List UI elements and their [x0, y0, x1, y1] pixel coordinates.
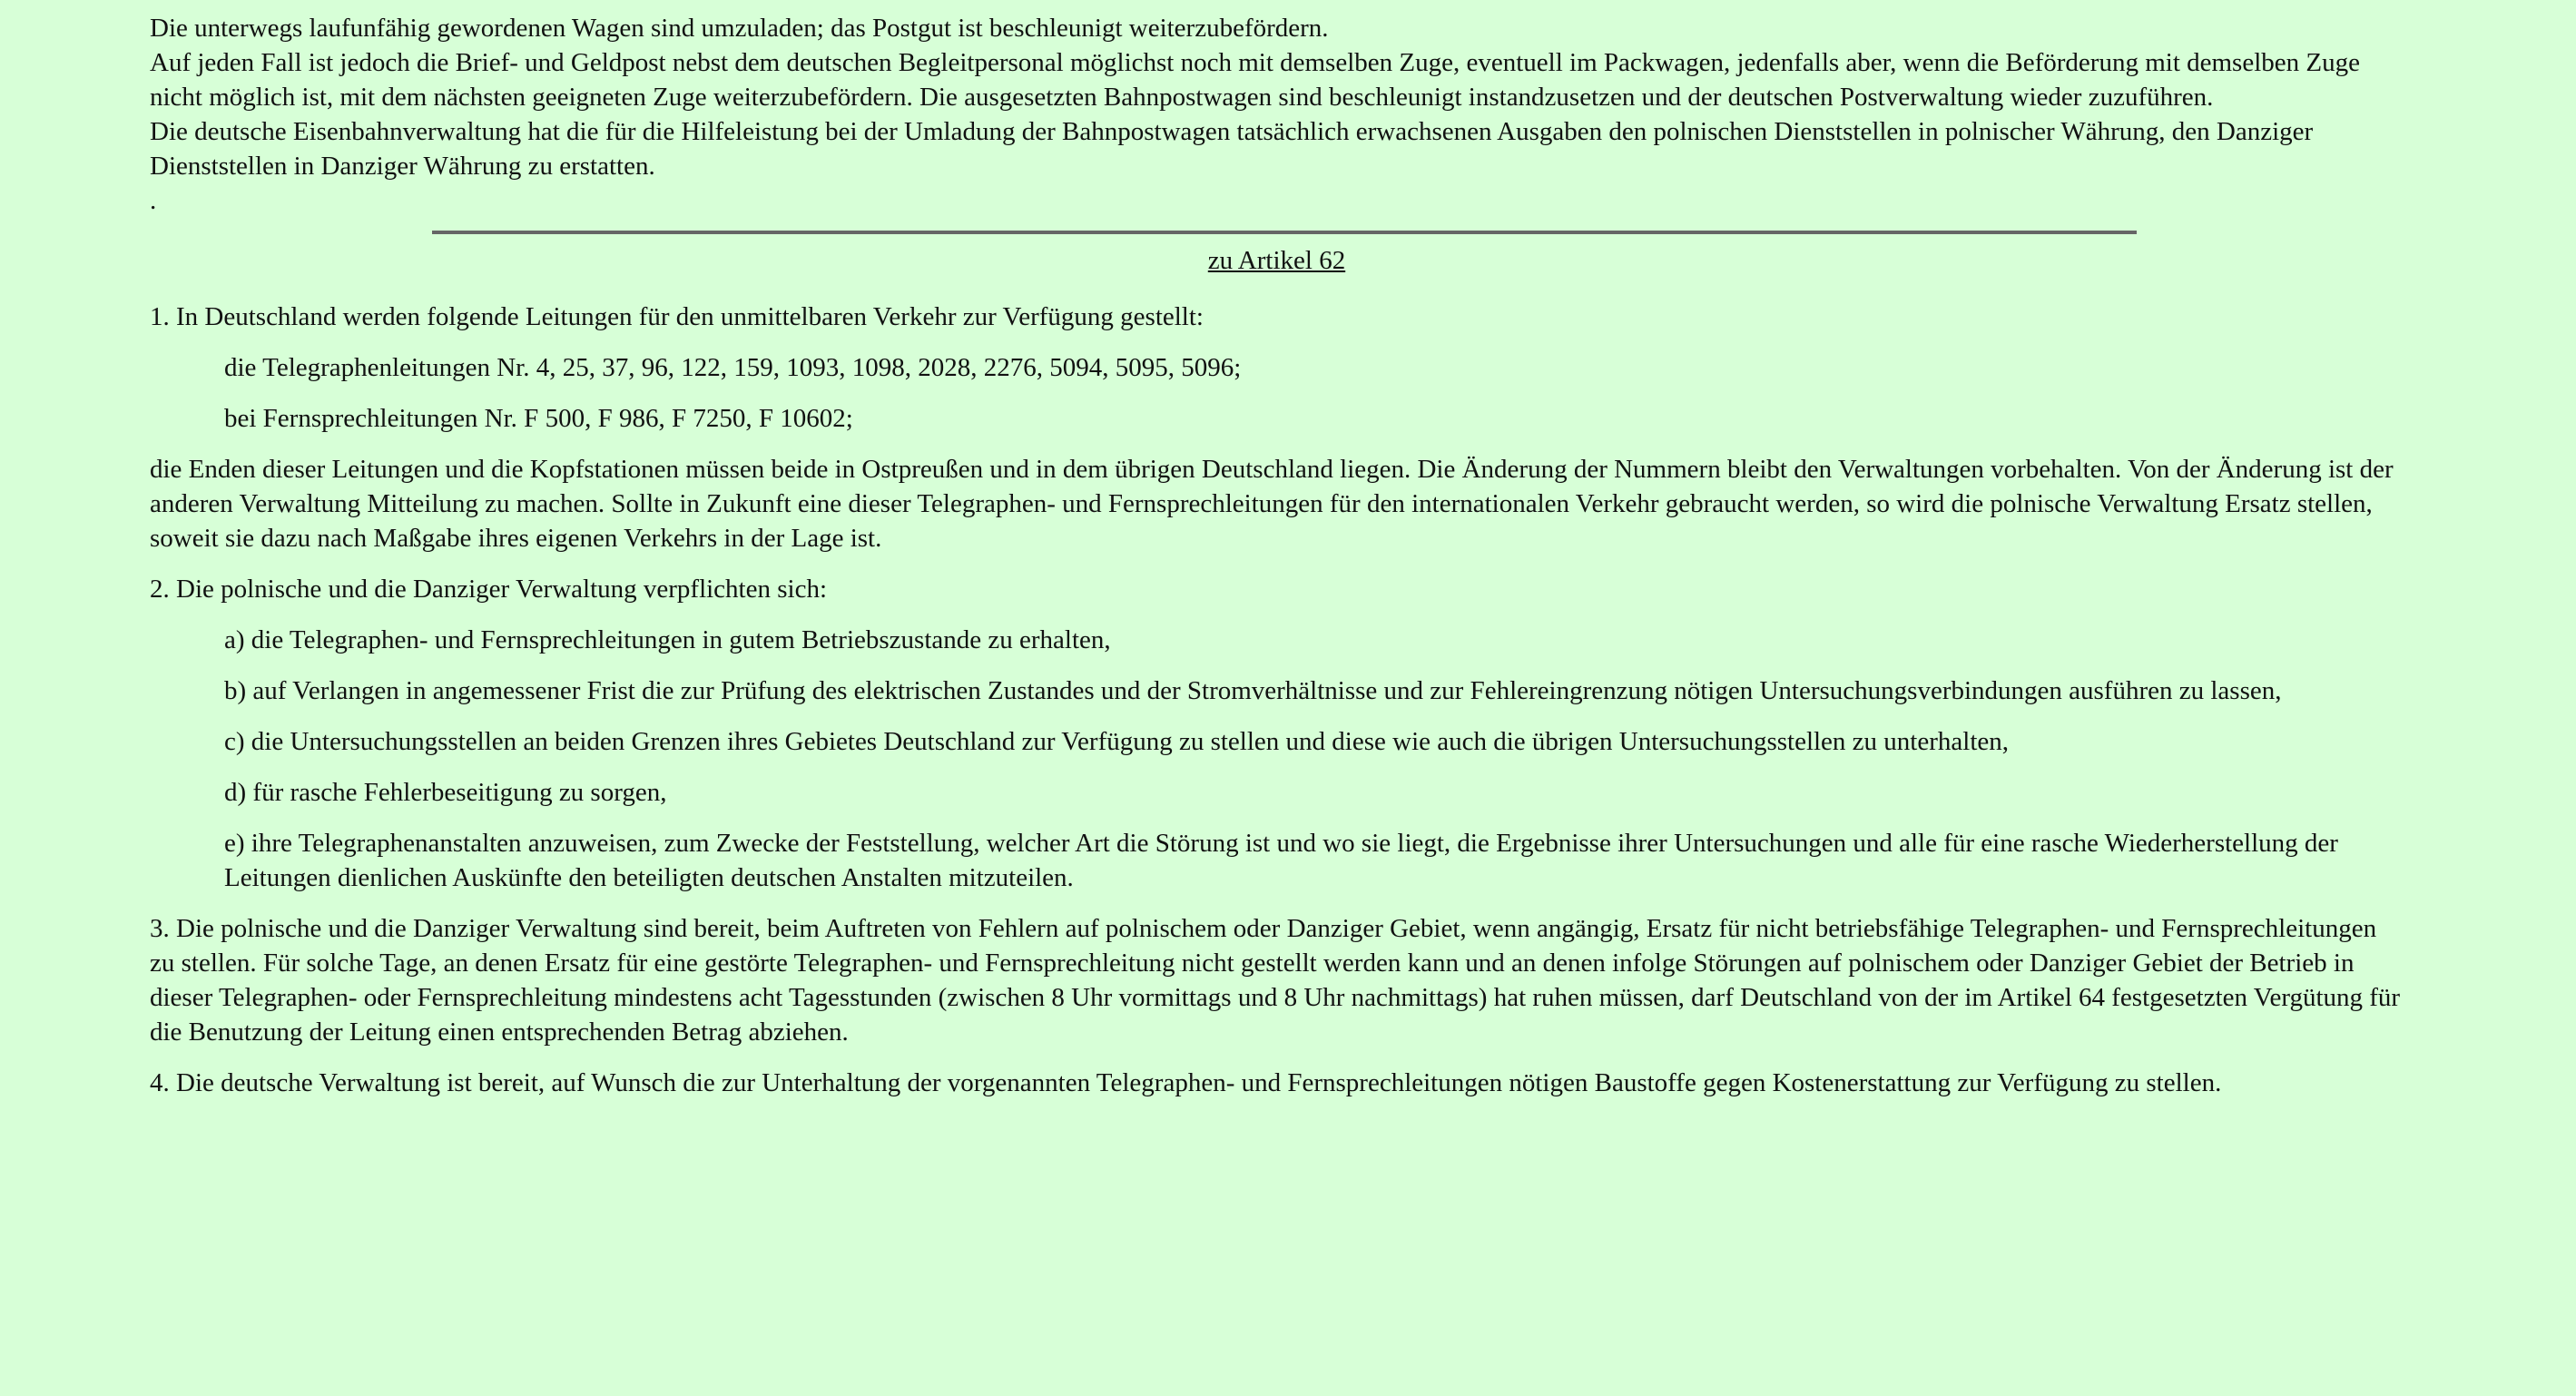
section-1-text: die Enden dieser Leitungen und die Kopfstationen müssen beide in Ostpreußen und in dem übrigen Deutschland liegen. Die Änderung der Nummern bleibt den Verwaltungen vorbehalten. Von der Änderung ist der anderen Verwaltung Mitteilung zu machen. Sollte in Zukunft eine dieser Telegraphen- und Fernsprechleitungen für den internationalen Verkehr gebraucht werden, so wird die polnische Verwaltung Ersatz stellen, soweit sie dazu nach Maßgabe ihres eigenen Verkehrs in der Lage ist. [150, 455, 2394, 553]
section-2-heading: 2. Die polnische und die Danziger Verwaltung verpflichten sich: [150, 575, 827, 604]
section-1-telegraph-lines: die Telegraphenleitungen Nr. 4, 25, 37, 96, 122, 159, 1093, 1098, 2028, 2276, 5094, 5095, 5096; [224, 353, 1242, 382]
article-title: zu Artikel 62 [1207, 246, 1346, 275]
intro-paragraph-3: Die deutsche Eisenbahnverwaltung hat die für die Hilfeleistung bei der Umladung der Bahnpostwagen tatsächlich erwachsenen Ausgaben den polnischen Dienststellen in polnischer Währung, den Danziger Dienststellen in Danziger Währung zu erstatten. [150, 117, 2314, 181]
section-1-telephone-lines: bei Fernsprechleitungen Nr. F 500, F 986, F 7250, F 10602; [224, 404, 853, 433]
section-2-item-d: d) für rasche Fehlerbeseitigung zu sorgen, [224, 778, 667, 807]
section-2-item-e: e) ihre Telegraphenanstalten anzuweisen, zum Zwecke der Feststellung, welcher Art die Störung ist und wo sie liegt, die Ergebnisse ihrer Untersuchungen und alle für eine rasche Wiederherstellung der Leitungen dienlichen Auskünfte den beteiligten deutschen Anstalten mitzuteilen. [224, 829, 2338, 892]
section-divider [432, 231, 2137, 234]
intro-section [150, 11, 2404, 218]
intro-paragraph-2: Auf jeden Fall ist jedoch die Brief- und Geldpost nebst dem deutschen Begleitpersonal möglichst noch mit demselben Zuge, eventuell im Packwagen, jedenfalls aber, wenn die Beförderung mit demselben Zuge nicht möglich ist, mit dem nächsten geeigneten Zuge weiterzubefördern. Die ausgesetzten Bahnpostwagen sind beschleunigt instandzusetzen und der deutschen Postverwaltung wieder zuzuführen. [150, 48, 2360, 112]
section-2-item-b: b) auf Verlangen in angemessener Frist die zur Prüfung des elektrischen Zustandes und der Stromverhältnisse und zur Fehlereingrenzung nötigen Untersuchungsverbindungen ausführen zu lassen, [224, 676, 2282, 705]
section-2-item-a: a) die Telegraphen- und Fernsprechleitungen in gutem Betriebszustande zu erhalten, [224, 625, 1111, 654]
section-1-heading: 1. In Deutschland werden folgende Leitungen für den unmittelbaren Verkehr zur Verfügung gestellt: [150, 302, 1204, 331]
section-3-text: 3. Die polnische und die Danziger Verwaltung sind bereit, beim Auftreten von Fehlern auf polnischem oder Danziger Gebiet, wenn angängig, Ersatz für nicht betriebsfähige Telegraphen- und Fernsprechleitungen zu stellen. Für solche Tage, an denen Ersatz für eine gestörte Telegraphen- und Fernsprechleitung nicht gestellt werden kann und an denen infolge Störungen auf polnischem oder Danziger Gebiet der Betrieb in dieser Telegraphen- oder Fernsprechleitung mindestens acht Tagesstunden (zwischen 8 Uhr vormittags und 8 Uhr nachmittags) hat ruhen müssen, darf Deutschland von der im Artikel 64 festgesetzten Vergütung für die Benutzung der Leitung einen entsprechenden Betrag abziehen. [150, 914, 2401, 1047]
intro-paragraph-1: Die unterwegs laufunfähig gewordenen Wagen sind umzuladen; das Postgut ist beschleunigt weiterzubefördern. [150, 14, 1329, 43]
section-2-item-c: c) die Untersuchungsstellen an beiden Grenzen ihres Gebietes Deutschland zur Verfügung zu stellen und diese wie auch die übrigen Untersuchungsstellen zu unterhalten, [224, 727, 2009, 756]
intro-dot: . [150, 186, 157, 215]
section-4-text: 4. Die deutsche Verwaltung ist bereit, auf Wunsch die zur Unterhaltung der vorgenannten Telegraphen- und Fernsprechleitungen nötigen Baustoffe gegen Kostenerstattung zur Verfügung zu stellen. [150, 1068, 2222, 1097]
